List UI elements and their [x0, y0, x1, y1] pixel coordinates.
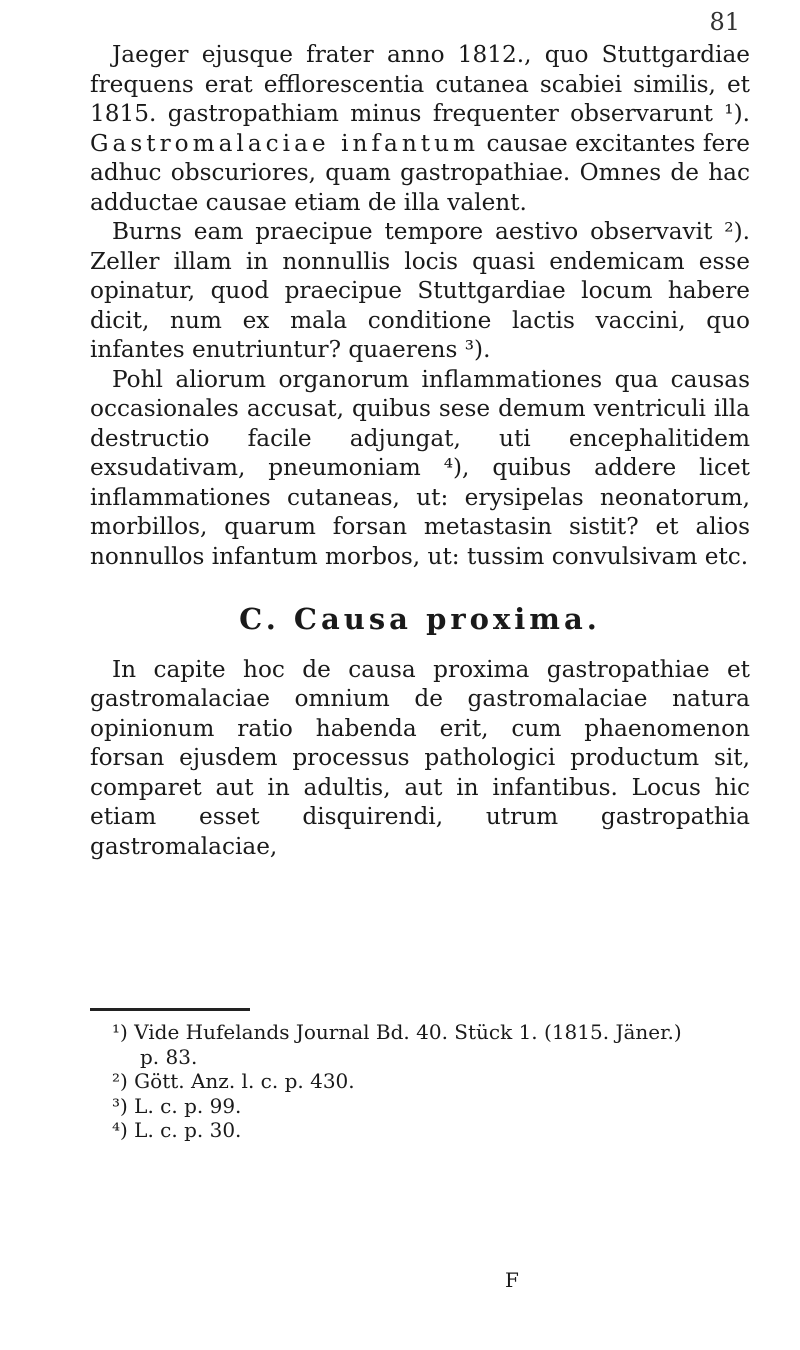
emphasized-term: Gastromalaciae infantum [90, 129, 480, 157]
signature-mark: F [505, 1268, 519, 1292]
paragraph-2: Burns eam praecipue tempore aestivo observavit ²). Zeller illam in nonnullis locis quasi endemicam esse opinatur, quod praecipue Stuttgardiae locum habere dicit, num ex mala conditione lactis vaccini, quo infantes enutriuntur? quaerens ³). [90, 218, 750, 363]
footnotes [112, 1020, 732, 1143]
footnote-divider [90, 1008, 250, 1011]
paragraph-1 [90, 40, 750, 217]
paragraph-4: In capite hoc de causa proxima gastropathiae et gastromalaciae omnium de gastromalaciae natura opinionum ratio habenda erit, cum phaenomenon forsan ejusdem processus pathologici productum sit, comparet aut in adultis, aut in infantibus. Locus hic etiam esset disquirendi, utrum gastropathia gastromalaciae, [90, 655, 750, 860]
footnote-4: ⁴) L. c. p. 30. [112, 1118, 242, 1142]
paragraph-1-text-b: causae excitantes fere adhuc obscuriores, quam gastropathiae. Omnes de hac adductae causae etiam de illa valent. [90, 129, 750, 216]
paragraph-1-text-a: Jaeger ejusque frater anno 1812., quo Stuttgardiae frequens erat efflorescentia cutanea scabiei similis, et 1815. gastropathiam minus frequenter observarunt ¹). [90, 41, 750, 127]
footnote-1-continued: p. 83. [140, 1044, 198, 1069]
footnote-3: ³) L. c. p. 99. [112, 1093, 242, 1118]
paragraph-3: Pohl aliorum organorum inflammationes qua causas occasionales accusat, quibus sese demum ventriculi illa destructio facile adjungat, uti encephalitidem exsudativam, pneumoniam ⁴), quibus addere licet inflammationes cutaneas, ut: erysipelas neonatorum, morbillos, quarum forsan metastasin sistit? et alios nonnullos infantum morbos, ut: tussim convulsivam etc. [90, 365, 750, 570]
footnote-2: ²) Gött. Anz. l. c. p. 430. [112, 1069, 355, 1093]
footnote-1: ¹) Vide Hufelands Journal Bd. 40. Stück 1. (1815. Jäner.) [112, 1020, 682, 1044]
main-text [90, 40, 750, 861]
page-number: 81 [709, 8, 740, 36]
section-heading: C. Causa proxima. [239, 602, 601, 636]
